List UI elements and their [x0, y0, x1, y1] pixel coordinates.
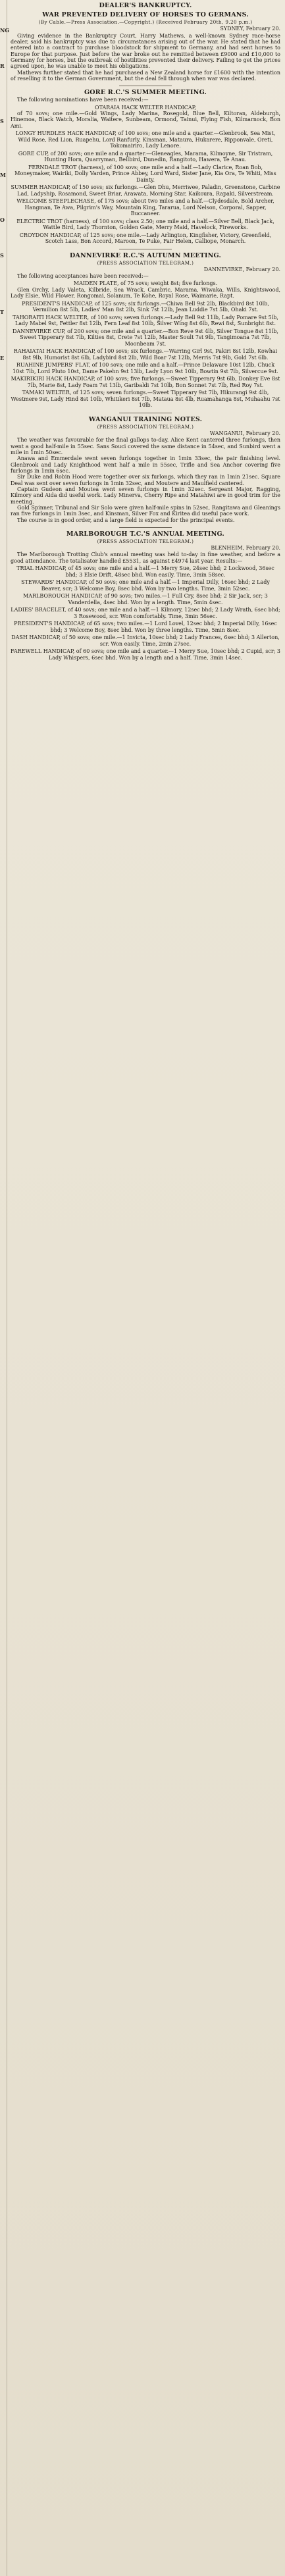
race-entry: MAKIRIKIRI HACK HANDICAP, of 100 sovs; five furlongs.—Sweet Tipperary 9st 6lb, Donkey Eve 8st 7lb, Marie 8st, Lady Foam 7st 13lb, Garibaldi 7st 10lb, Bon Sonnet 7st 7lb, Red Roy 7st.: [11, 376, 280, 388]
race-entry: LADIES' BRACELET, of 40 sovs; one mile and a half.—1 Kilmory, 12sec bhd; 2 Lady Wrath, 6sec bhd; 3 Rosewood, scr. Won comfortably. Time, 3min 56sec.: [11, 607, 280, 619]
dateline: BLENHEIM, February 20.: [211, 544, 280, 551]
paragraph: The weather was favourable for the final gallops to-day. Alice Kent cantered three furlongs, then went a good half-mile in 55sec. Sans Souci covered the same distance in 54sec, and Sunbird went a mile in 1min 50sec.: [11, 437, 280, 455]
race-entry: TAHORAITI HACK WELTER, of 100 sovs; seven furlongs.—Lady Bell 9st 11lb, Lady Pomare 9st 5lb, Lady Mabel 9st, Fettler 8st 12lb, Fern Leaf 8st 10lb, Silver Wing 8st 6lb, Rewi 8st, Sunbright 8st.: [13, 314, 278, 327]
paragraph: The following nominations have been received:—: [17, 97, 149, 103]
race-entry: DASH HANDICAP, of 50 sovs; one mile.—1 Invicta, 10sec bhd; 2 Lady Frances, 6sec bhd; 3 Allerton, scr. Won easily. Time, 2min 27sec.: [11, 634, 280, 647]
gutter-fragment: T: [0, 309, 4, 315]
paragraph: Captain Gudeon and Moutea went seven furlongs in 1min 32sec. Sergeant Major, Ragging, Kilmory and Aida did useful work. Lady Minerva, Cherry Ripe and Matahiwi are in good trim for the meeting.: [11, 486, 280, 505]
gutter-fragment: E: [0, 355, 5, 361]
dateline: WANGANUI, February 20.: [209, 430, 280, 436]
race-entry: GORE CUP, of 200 sovs; one mile and a quarter.—Gleneagles, Marama, Kilmoyne, Sir Tristram, Hunting Horn, Quarryman, Bellbird, Dunedin, Rangitoto, Hawera, Te Anau.: [18, 150, 273, 163]
race-entry: MARLBOROUGH HANDICAP, of 90 sovs; two miles.—1 Full Cry, 8sec bhd; 2 Sir Jack, scr; 3 Vanderdella, 4sec bhd. Won by a length. Time, 5min 4sec.: [23, 593, 268, 605]
gutter-fragment: M: [0, 172, 6, 178]
article-headline: WANGANUI TRAINING NOTES.: [88, 415, 203, 423]
paragraph: of 70 sovs; one mile.—Gold Wings, Lady Marina, Rosegold, Blue Bell, Kiltoran, Aldeburgh, Hinemoa, Black Watch, Moralia, Waitere, Sunbeam, Ormond, Tainui, Flying Fish, Kilmarnock, Bon Ami.: [11, 111, 280, 129]
article-divider: [119, 527, 172, 528]
source-credit: (PRESS ASSOCIATION TELEGRAM.): [97, 423, 194, 430]
gutter-fragment: O: [0, 217, 5, 223]
dateline: SYDNEY, February 20.: [220, 26, 280, 32]
news-column: [11, 0, 280, 665]
article: [11, 89, 280, 244]
race-entry: ELECTRIC TROT (harness), of 100 sovs; class 2.50; one mile and a half.—Silver Bell, Black Jack, Wattle Bird, Lady Thornton, Golden Gate, Merry Maid, Havelock, Fireworks.: [16, 218, 274, 231]
race-entry: FAREWELL HANDICAP, of 60 sovs; one mile and a quarter.—1 Merry Sue, 10sec bhd; 2 Cupid, scr; 3 Lady Whispers, 6sec bhd. Won by a length and a half. Time, 3min 14sec.: [11, 648, 280, 661]
race-entry: LONGY HURDLES HACK HANDICAP, of 100 sovs; one mile and a quarter.—Glenbrook, Sea Mist, Wild Rose, Red Lion, Ruapehu, Lord Ranfurly, Kinsman, Mataura, Hukarere, Ripponvale, Oreti, Tokomairiro, Lady Lenore.: [15, 130, 276, 149]
race-entry: PRESIDENT'S HANDICAP, of 65 sovs; two miles.—1 Lord Lovel, 12sec bhd; 2 Imperial Dilly, 16sec bhd; 3 Welcome Boy, 8sec bhd. Won by three lengths. Time, 5min 8sec.: [14, 621, 277, 633]
article: [11, 530, 280, 661]
race-entry: WELCOME STEEPLECHASE, of 175 sovs; about two miles and a half.—Clydesdale, Bold Archer, Hangman, Te Awa, Pilgrim's Way, Mountain King, Tararua, Lord Nelson, Corporal, Sapper, Buccaneer.: [16, 198, 274, 217]
article-headline: MARLBOROUGH T.C.'S ANNUAL MEETING.: [66, 530, 224, 538]
paragraph: Sir Duke and Robin Hood were together over six furlongs, which they ran in 1min 21sec. Square Deal was sent over seven furlongs in 1min 32sec, and Moutere and Maulfield cantered.: [11, 474, 280, 486]
race-entry: RAHAIATAI HACK HANDICAP, of 100 sovs; six furlongs.—Warring Girl 9st, Pakiri 8st 12lb, Kowhai 8st 9lb, Humorist 8st 6lb, Ladybird 8st 2lb, Wild Boar 7st 12lb, Merris 7st 9lb, Gold 7st 6lb.: [13, 348, 278, 361]
paragraph: The Marlborough Trotting Club's annual meeting was held to-day in fine weather, and before a good attendance. The totalisator handled £5531, as against £4974 last year. Results:—: [11, 552, 280, 564]
gutter-fragment: NG: [0, 27, 10, 34]
gutter-fragment: S: [0, 252, 4, 259]
race-entry: TAMAKI WELTER, of 125 sovs; seven furlongs.—Sweet Tipperary 9st 7lb, Hikurangi 9st 4lb, Westmere 9st, Lady Hind 8st 10lb, Whitikeri 8st 7lb, Mataua 8st 4lb, Ruamahanga 8st, Muhaahu 7st 10lb.: [11, 390, 280, 409]
race-entry: SUMMER HANDICAP, of 150 sovs; six furlongs.—Glen Dhu, Merriwee, Paladin, Greenstone, Carbine Lad, Ladyship, Rosamond, Sweet Briar, Arawata, Morning Star, Kaikoura, Rapaki, Silverstream.: [11, 184, 280, 197]
article-headline: DANNEVIRKE R.C.'S AUTUMN MEETING.: [69, 251, 222, 259]
article-headline: GORE R.C.'S SUMMER MEETING.: [84, 89, 207, 97]
race-entry: FERNDALE TROT (harness), of 100 sovs; one mile and a half.—Lady Clarice, Roan Bob, Moneymaker, Wairiki, Dolly Varden, Prince Abbey, Lord Ward, Sister Jane, Kia Ora, Te Whiti, Miss Dainty.: [14, 164, 276, 183]
paragraph: Mathews further stated that he had purchased a New Zealand horse for £1600 with the intention of reselling it to the German Government, but the deal fell through when war was declared.: [11, 69, 280, 82]
dateline: DANNEVIRKE, February 20.: [203, 266, 280, 272]
paragraph: Glen Orchy, Lady Valeta, Kilbride, Sea Wrack, Cambric, Marama, Wiwaka, Wills, Knightswood, Lady Elsie, Wild Flower, Rongomai, Solanum, Te Kohe, Royal Rose, Waimarie, Rapt.: [11, 286, 280, 299]
source-credit: (PRESS ASSOCIATION TELEGRAM.): [97, 538, 194, 544]
race-entry: OTARAIA HACK WELTER HANDICAP,: [95, 104, 196, 111]
article-headline: DEALER'S BANKRUPTCY.: [99, 2, 192, 9]
sub-headline: WAR PREVENTED DELIVERY OF HORSES TO GERMANS.: [42, 11, 249, 18]
gutter-fragment: S: [0, 118, 4, 124]
source-credit: (PRESS ASSOCIATION TELEGRAM.): [97, 259, 194, 266]
article: [11, 2, 280, 82]
race-entry: TRIAL HANDICAP, of 45 sovs; one mile and a half.—1 Merry Sue, 24sec bhd; 2 Lockwood, 36sec bhd; 3 Elsie Drift, 48sec bhd. Won easily. Time, 3min 58sec.: [16, 565, 274, 578]
race-entry: CROYDON HANDICAP, of 125 sovs; one mile.—Lady Arlington, Kingfisher, Victory, Greenfield, Scotch Lass, Bon Accord, Maroon, Te Puke, Fair Helen, Calliope, Monarch.: [19, 232, 272, 245]
source-credit: (By Cable.—Press Association.—Copyright.) (Received February 20th, 9.20 p.m.): [38, 19, 253, 25]
article: [11, 252, 280, 409]
race-entry: MAIDEN PLATE, of 75 sovs; weight 8st; five furlongs.: [73, 280, 218, 287]
paragraph: The following acceptances have been received:—: [17, 273, 149, 280]
race-entry: PRESIDENT'S HANDICAP, of 125 sovs; six furlongs.—Chiwa Bell 9st 2lb, Blackbird 8st 10lb, Vermilion 8st 5lb, Ladies' Man 8st 2lb, Sink 7st 12lb, Jean Luddie 7st 5lb, Ohaki 7st.: [22, 300, 269, 313]
paragraph: Gold Spinner, Tribunal and Sir Solo were given half-mile spins in 52sec, Rangitawa and Gleanings ran five furlongs in 1min 3sec, and Kinsman, Silver Fox and Kiritea did useful pace work.: [11, 504, 280, 517]
race-entry: DANNEVIRKE CUP, of 200 sovs; one mile and a quarter.—Bon Reve 9st 4lb, Silver Tongue 8st 11lb, Sweet Tipperary 8st 7lb, Kilties 8st, Crete 7st 12lb, Master Soult 7st 9lb, Tangimoana 7st 7lb, Moonbeam 7st.: [13, 328, 278, 347]
paragraph: The course is in good order, and a large field is expected for the principal events.: [17, 517, 235, 523]
race-entry: STEWARDS' HANDICAP, of 50 sovs; one mile and a half.—1 Imperial Dilly, 16sec bhd; 2 Lady Beaver, scr; 3 Welcome Boy, 8sec bhd. Won by two lengths. Time, 3min 52sec.: [21, 579, 270, 592]
adjacent-column-fragments: [0, 0, 10, 2576]
gutter-fragment: R: [0, 63, 5, 69]
paragraph: Giving evidence in the Bankruptcy Court, Harry Mathews, a well-known Sydney race-horse dealer, said his bankruptcy was due to circumstances arising out of the war. He stated that he had entered into a contract to purchase bloodstock for shipment to Germany, and had sent horses to Europe for that purpose. Just before the war broke out he remitted between £9000 and £10,000 to Germany for horses, but the outbreak of hostilities prevented their delivery. Failing to get the prices agreed upon, he was unable to meet his obligations.: [11, 32, 280, 70]
paragraph: Anawa and Emmerdale went seven furlongs together in 1min 33sec, the pair finishing level. Glenbrook and Lady Knighthood went half a mile in 55sec, Trifle and Sea Anchor covering five furlongs in 1min 6sec.: [11, 455, 280, 474]
race-entry: RUAHINE JUMPERS' FLAT, of 100 sovs; one mile and a half.—Prince Delaware 10st 12lb, Chuck 10st 7lb, Lord Pluto 10st, Dame Pakehn 9st 13lb, Lady Lyon 9st 10lb, Bowtin 9st 7lb, Silvercue 9st.: [13, 362, 278, 374]
article: [11, 416, 280, 523]
